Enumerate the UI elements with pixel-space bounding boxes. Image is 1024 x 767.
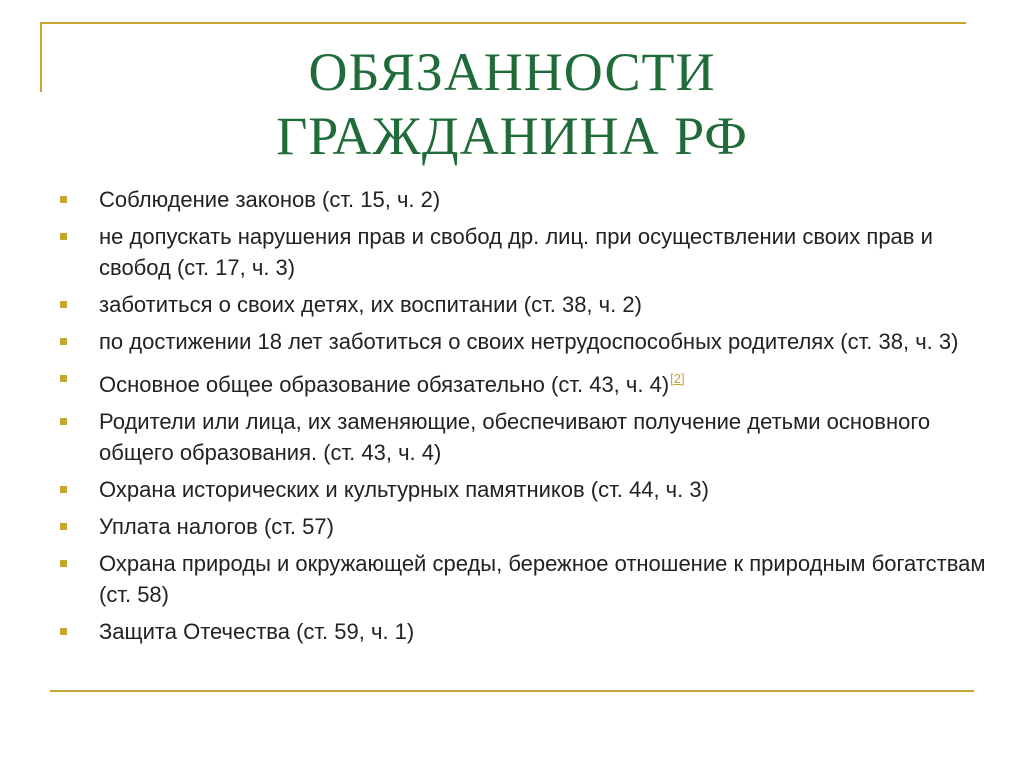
square-bullet-icon (60, 486, 67, 493)
list-item-text: по достижении 18 лет заботиться о своих нетрудоспособных родителях (ст. 38, ч. 3) (99, 329, 959, 354)
duties-list (60, 184, 990, 653)
list-item-text: Основное общее образование обязательно (ст. 43, ч. 4) (99, 372, 670, 397)
square-bullet-icon (60, 560, 67, 567)
list-item (60, 326, 990, 357)
list-item-text: Охрана природы и окружающей среды, бережное отношение к природным богатствам (ст. 58) (99, 551, 986, 607)
title-line-2: ГРАЖДАНИНА РФ (276, 106, 748, 166)
bottom-border-line (50, 690, 974, 692)
list-item-text: Соблюдение законов (ст. 15, ч. 2) (99, 187, 441, 212)
list-item (60, 363, 990, 400)
square-bullet-icon (60, 196, 67, 203)
list-item (60, 289, 990, 320)
footnote-link[interactable]: [2] (670, 371, 685, 386)
square-bullet-icon (60, 418, 67, 425)
list-item (60, 406, 990, 468)
list-item-text: не допускать нарушения прав и свобод др. лиц. при осуществлении своих прав и свобод (ст. 17, ч. 3) (99, 224, 933, 280)
list-item (60, 616, 990, 647)
square-bullet-icon (60, 338, 67, 345)
square-bullet-icon (60, 301, 67, 308)
square-bullet-icon (60, 628, 67, 635)
square-bullet-icon (60, 375, 67, 382)
list-item-text: Уплата налогов (ст. 57) (99, 514, 334, 539)
list-item-text: Защита Отечества (ст. 59, ч. 1) (99, 619, 415, 644)
top-border-line (40, 22, 966, 24)
list-item-text: Охрана исторических и культурных памятников (ст. 44, ч. 3) (99, 477, 709, 502)
square-bullet-icon (60, 523, 67, 530)
square-bullet-icon (60, 233, 67, 240)
list-item (60, 184, 990, 215)
list-item (60, 548, 990, 610)
list-item (60, 474, 990, 505)
list-item-text: Родители или лица, их заменяющие, обеспечивают получение детьми основного общего образования. (ст. 43, ч. 4) (99, 409, 931, 465)
list-item (60, 511, 990, 542)
slide-title (0, 40, 1024, 168)
list-item-text: заботиться о своих детях, их воспитании (ст. 38, ч. 2) (99, 292, 642, 317)
title-line-1: ОБЯЗАННОСТИ (308, 42, 716, 102)
list-item (60, 221, 990, 283)
